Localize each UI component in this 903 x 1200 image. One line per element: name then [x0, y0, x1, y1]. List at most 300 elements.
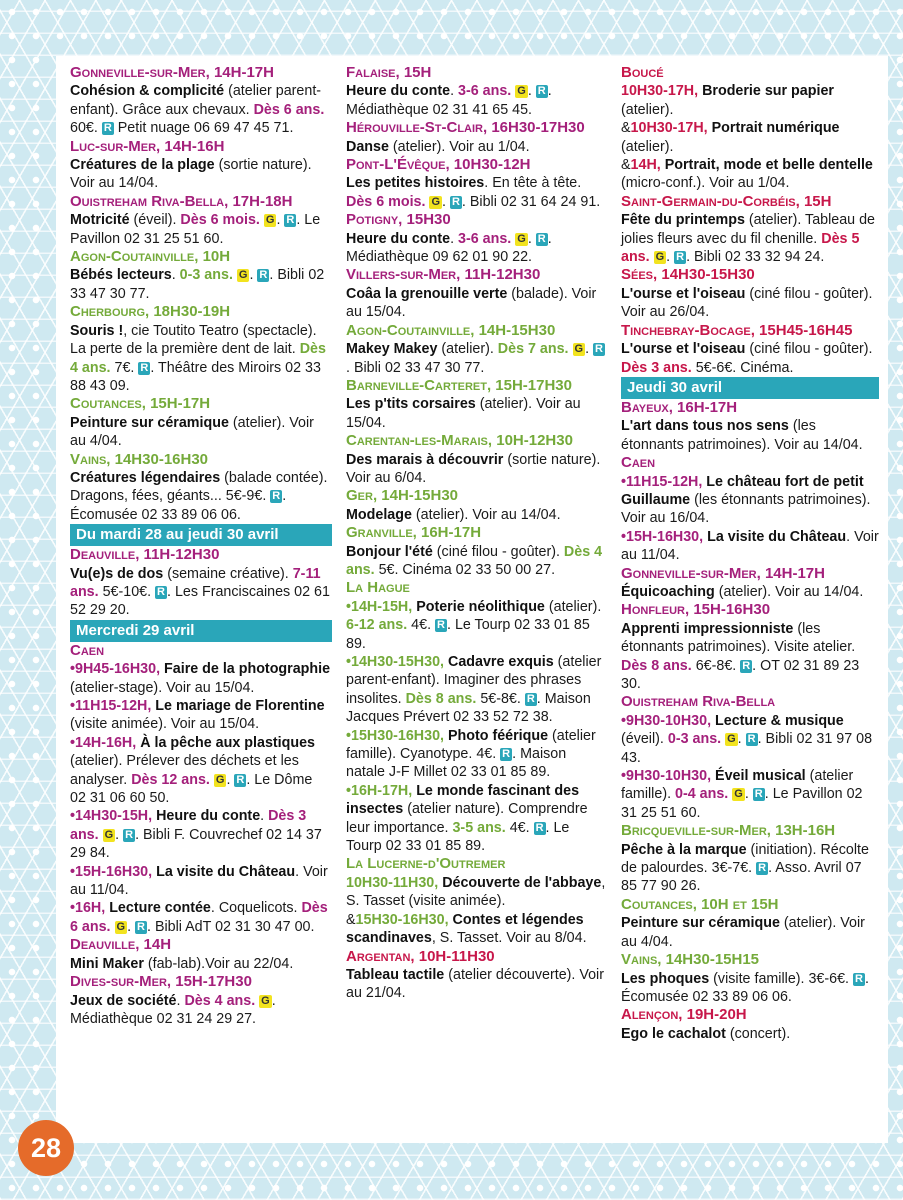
event-desc: (atelier-stage). Voir au 15/04. [70, 679, 255, 696]
event-desc: (sortie nature). Voir au 14/04. [70, 157, 312, 192]
event-age: Dès 6 mois. [346, 193, 426, 210]
gratuit-badge: G [116, 920, 126, 933]
event-desc: (fab-lab).Voir au 22/04. [143, 955, 294, 972]
event-place: Cherbourg, 18H30-19H [70, 303, 231, 321]
list-item: • 9H30-10H30, Éveil musical (atelier famille). 0-4 ans. G . R . Le Pavillon 02 31 25 51 60. [621, 767, 879, 822]
reservation-badge: R [286, 214, 295, 227]
event-age: Dès 6 ans. [70, 900, 328, 935]
event-desc: (semaine créative). [163, 565, 293, 582]
event-desc: (visite famille). 3€-6€. [709, 970, 853, 987]
event-time: • 16H-17H, [346, 783, 412, 799]
reservation-badge: R [526, 692, 535, 705]
event-title: Coâa la grenouille verte [346, 285, 508, 302]
event-desc: (ciné filou - goûter). [432, 543, 564, 560]
event-title: Les p'tits corsaires [346, 396, 476, 413]
event-place: Deauville, 14H [70, 936, 172, 954]
event-desc: (atelier famille). [621, 768, 854, 803]
event-bouce [621, 64, 879, 193]
event-contact: 5€-6€. Cinéma. [691, 359, 794, 376]
event-place: La Lucerne-d'Outremer [346, 855, 506, 873]
gratuit-badge: G [104, 828, 114, 841]
event-place: Caen [70, 641, 105, 659]
event-age: 3-6 ans. [458, 230, 512, 247]
event-desc: (sortie nature). Voir au 6/04. [346, 451, 601, 486]
event-desc: (éveil). [129, 212, 181, 229]
reservation-badge: R [676, 251, 685, 264]
event-contact: Maison Jacques Prévert 02 33 52 72 38. [346, 690, 591, 726]
event-title: Faire de la photographie [160, 661, 331, 678]
event-contact: Bibli 02 33 47 30 77. [349, 359, 485, 376]
event-age: Dès 5 ans. [621, 230, 860, 266]
event-place: Granville, 16H-17H [346, 524, 482, 542]
event-price: 60€. [70, 120, 102, 137]
reservation-badge: R [236, 773, 245, 786]
event-title: Peinture sur céramique [70, 414, 229, 431]
event-title: Équicoaching [621, 583, 715, 600]
event-place: Alençon, 19H-20H [621, 1006, 747, 1024]
event-desc: (ciné filou - goûter). Voir au 26/04. [621, 285, 873, 321]
event-title: Souris ! [70, 322, 124, 339]
event-ouistreham2 [621, 693, 879, 822]
column-1 [70, 64, 332, 1028]
event-time: 10H30-17H, [630, 120, 708, 137]
event-title: Danse [346, 138, 389, 155]
event-desc: . Voir au 11/04. [70, 863, 328, 899]
event-desc: (atelier). Voir au 14/04. [714, 583, 864, 600]
event-age: Dès 8 ans. [405, 690, 477, 707]
event-potigny: Potigny, 15H30 Heure du conte. 3-6 ans. G . R . Médiathèque 09 62 01 90 22. [346, 211, 608, 266]
event-contact: Maison natale J-F Millet 02 33 01 85 89. [346, 746, 567, 781]
event-tinchebray [621, 322, 879, 377]
event-contact: Bibli 02 33 32 94 24. [690, 249, 825, 266]
gratuit-badge: G [655, 251, 665, 264]
event-title: Pêche à la marque [621, 841, 747, 858]
event-time: • 11H15-12H, [621, 474, 702, 490]
list-item [70, 863, 332, 900]
event-title: Cadavre exquis [444, 654, 554, 670]
event-place: Boucé [621, 64, 664, 81]
event-title: Cohésion & complicité [70, 83, 225, 100]
list-item: • 9H30-10H30, Lecture & musique (éveil). 0-3 ans. G . R . Bibli 02 31 97 08 43. [621, 712, 879, 767]
event-place: Bricqueville-sur-Mer, 13H-16H [621, 822, 836, 840]
event-age: Dès 4 ans. [70, 341, 326, 376]
event-time: • 14H-16H, [70, 735, 136, 751]
ampersand: & [346, 911, 356, 928]
reservation-badge: R [742, 659, 751, 672]
event-title: Broderie sur papier [698, 83, 834, 100]
event-title: Motricité [70, 212, 130, 229]
event-sees [621, 266, 879, 321]
event-contact: Bibli 02 31 64 24 91. [465, 193, 601, 210]
event-vains: Vains, 14H30-16H30 Créatures légendaires (balade contée). Dragons, fées, géants... 5€-9€. R . Écomusée 02 33 89 06 06. [70, 451, 332, 525]
event-luc [70, 138, 332, 193]
event-contact: 5€. Cinéma 02 33 50 00 27. [374, 561, 556, 578]
event-dives: Dives-sur-Mer, 15H-17H30 Jeux de société. Dès 4 ans. G . Médiathèque 02 31 24 29 27. [70, 973, 332, 1028]
event-title: Les phoques [621, 970, 710, 987]
event-place: Falaise, 15H [346, 64, 432, 81]
event-place: Pont-L'Évêque, 10H30-12H [346, 156, 531, 174]
ampersand: & [621, 157, 631, 174]
event-place: Agon-Coutainville, 10H [70, 248, 231, 266]
event-lahague [346, 579, 608, 855]
event-gonneville [70, 64, 332, 138]
event-title: L'ourse et l'oiseau [621, 341, 746, 358]
event-title: Éveil musical [711, 768, 806, 785]
event-title: Ego le cachalot [621, 1025, 726, 1042]
event-age: 0-3 ans. [667, 731, 722, 748]
gratuit-badge: G [517, 232, 526, 245]
event-title: Portrait numérique [707, 120, 840, 137]
reservation-badge: R [537, 232, 546, 245]
event-title: La visite du Château [703, 528, 847, 545]
event-place: Carentan-les-Marais, 10H-12H30 [346, 432, 573, 450]
event-place: Agon-Coutainville, 14H-15H30 [346, 321, 556, 339]
event-desc: . Voir au 11/04. [621, 528, 879, 564]
event-desc: (initiation). Récolte de palourdes. 3€-7€. [621, 841, 869, 877]
event-place: Ouistreham Riva-Bella, 17H-18H [70, 192, 293, 210]
list-item [70, 697, 332, 734]
gratuit-badge: G [265, 214, 275, 227]
event-title: Poterie néolithique [412, 598, 545, 615]
event-desc: (balade contée). Dragons, fées, géants... 5€-9€. [70, 469, 328, 505]
reservation-badge: R [855, 972, 863, 985]
event-time: 10H30-17H, [621, 83, 699, 100]
event-ouistreham: Ouistreham Riva-Bella, 17H-18H Motricité (éveil). Dès 6 mois. G . R . Le Pavillon 02 31 25 51 60. [70, 193, 332, 248]
event-title: Créatures légendaires [70, 469, 221, 486]
date-band: Mercredi 29 avril [70, 620, 332, 642]
event-place: Honfleur, 15H-16H30 [621, 601, 771, 619]
event-contact: Médiathèque 02 31 24 29 27. [70, 1010, 257, 1027]
event-desc: (atelier). Voir au 14/04. [411, 506, 561, 523]
event-coutances [70, 395, 332, 450]
event-pontleveque: Pont-L'Évêque, 10H30-12H Les petites histoires. En tête à tête. Dès 6 mois. G . R . Bibli 02 31 64 24 91. [346, 156, 608, 211]
event-contact: Les Franciscaines 02 61 52 29 20. [70, 583, 330, 619]
event-price: 6€-8€. [691, 657, 741, 674]
event-place: Saint-Germain-du-Corbéis, 15H [621, 192, 832, 210]
event-place: Coutances, 15H-17H [70, 395, 211, 413]
event-time: • 9H30-10H30, [621, 713, 711, 729]
event-desc: (atelier). [621, 101, 674, 118]
event-title: Découverte de l'abbaye [438, 874, 602, 891]
reservation-badge: R [754, 788, 763, 801]
event-desc: . [260, 808, 269, 825]
event-desc: , S. Tasset (visite animée). [346, 874, 606, 910]
event-price: 5€-10€. [98, 583, 156, 600]
column-3 [621, 64, 879, 1043]
event-desc: (atelier). Tableau de jolies fleurs avec du fil chenille. [621, 212, 875, 247]
event-cherbourg: Cherbourg, 18H30-19H Souris !, cie Toutito Teatro (spectacle). La perte de la première dent de lait. Dès 4 ans. 7€. R . Théâtre des Miroirs 02 33 88 43 09. [70, 303, 332, 395]
event-price: 7€. [110, 359, 139, 376]
event-age: Dès 4 ans. [346, 543, 603, 578]
event-desc: . Coquelicots. [210, 900, 302, 917]
event-gonneville2 [621, 565, 879, 602]
event-place: Ouistreham Riva-Bella [621, 693, 776, 711]
event-place: Tinchebray-Bocage, 15H45-16H45 [621, 321, 853, 339]
event-desc: (atelier nature). Comprendre leur importance. [346, 801, 588, 836]
reservation-badge: R [535, 821, 544, 834]
event-deauville2 [70, 936, 332, 973]
reservation-badge: R [451, 195, 460, 208]
event-desc: . [450, 83, 459, 100]
event-caen [70, 642, 332, 937]
event-time: 10H30-11H30, [346, 874, 439, 891]
event-contact: Théâtre des Miroirs 02 33 88 43 09. [70, 359, 321, 394]
reservation-badge: R [137, 920, 145, 933]
event-price: 5€-8€. [476, 690, 525, 707]
event-age: Dès 12 ans. [131, 771, 210, 788]
event-contact: Bibli 02 31 97 08 43. [621, 731, 873, 766]
event-title: Heure du conte [152, 808, 261, 825]
event-falaise: Falaise, 15H Heure du conte. 3-6 ans. G . R . Médiathèque 02 31 41 65 45. [346, 64, 608, 119]
event-place: Hérouville-St-Clair, 16H30-17H30 [346, 119, 585, 137]
event-desc: (atelier). Prélever des déchets et les analyser. [70, 753, 299, 788]
event-contact: Le Dôme 02 31 06 60 50. [70, 771, 313, 807]
list-item: • 14H-15H, Poterie néolithique (atelier). 6-12 ans. 4€. R . Le Tourp 02 33 01 85 89. [346, 598, 608, 653]
event-alencon [621, 1006, 879, 1043]
event-time: • 15H30-16H30, [346, 728, 444, 744]
event-desc: (atelier). Voir au 15/04. [346, 396, 581, 431]
event-desc: (atelier). Voir au 4/04. [70, 414, 314, 450]
list-item: • 16H-17H, Le monde fascinant des insectes (atelier nature). Comprendre leur importance. 3-5 ans. 4€. R . Le Tourp 02 33 01 85 89. [346, 782, 608, 856]
event-argentan [346, 948, 608, 1003]
event-title: Bonjour l'été [346, 543, 433, 560]
event-place: Argentan, 10H-11H30 [346, 947, 495, 965]
event-age: Dès 3 ans. [70, 808, 307, 843]
event-title: Heure du conte [346, 230, 451, 247]
event-ger [346, 487, 608, 524]
event-title: La visite du Château [152, 863, 296, 880]
event-place: Vains, 14H30-16H30 [70, 450, 209, 468]
event-age: 0-4 ans. [675, 786, 729, 803]
event-age: 6-12 ans. [346, 617, 408, 634]
event-desc: (les étonnants patrimoines). Visite atelier. [621, 620, 856, 656]
event-title: Lecture & musique [711, 712, 844, 729]
event-place: Bayeux, 16H-17H [621, 398, 738, 416]
event-desc: (les étonnants patrimoines). Voir au 16/04. [621, 491, 871, 527]
event-time: • 14H30-15H30, [346, 654, 444, 670]
page-number-badge: 28 [18, 1120, 74, 1176]
event-stgermain: Saint-Germain-du-Corbéis, 15H Fête du printemps (atelier). Tableau de jolies fleurs avec du fil chenille. Dès 5 ans. G . R . Bibli 02 33 32 94 24. [621, 193, 879, 267]
event-coutances2 [621, 896, 879, 951]
event-price: 4€. [407, 617, 436, 634]
list-item: • 14H30-15H, Heure du conte. Dès 3 ans. G . R . Bibli F. Couvrechef 02 14 37 29 84. [70, 807, 332, 862]
event-title: Vu(e)s de dos [70, 565, 164, 582]
event-place: Gonneville-sur-Mer, 14H-17H [621, 564, 825, 582]
event-title: Le château fort de petit Guillaume [621, 473, 864, 508]
event-herouville [346, 119, 608, 156]
event-age: 3-6 ans. [458, 83, 512, 100]
event-desc: (atelier parent-enfant). Imaginer des phrases insolites. [346, 654, 602, 707]
event-title: Mini Maker [70, 955, 144, 972]
reservation-badge: R [747, 733, 756, 746]
ampersand: & [621, 120, 631, 137]
event-desc: (atelier découverte). Voir au 21/04. [346, 966, 604, 1002]
reservation-badge: R [125, 828, 134, 841]
gratuit-badge: G [727, 733, 736, 746]
event-age: Dès 6 mois. [180, 212, 260, 229]
reservation-badge: R [437, 619, 445, 632]
list-item [621, 528, 879, 565]
event-contact: OT 02 31 89 23 30. [621, 657, 860, 692]
event-title: Heure du conte [346, 83, 451, 100]
reservation-badge: R [595, 343, 603, 356]
event-contact: Écomusée 02 33 89 06 06. [621, 988, 792, 1005]
event-title: Lecture contée [105, 900, 211, 917]
event-contact: Le Tourp 02 33 01 85 89. [346, 617, 590, 652]
event-desc: . [171, 267, 180, 284]
event-desc: . [176, 992, 185, 1009]
list-item: • 14H-16H, À la pêche aux plastiques (atelier). Prélever des déchets et les analyser. Dès 12 ans. G . R . Le Dôme 02 31 06 60 50. [70, 734, 332, 808]
event-place: Coutances, 10H et 15H [621, 895, 779, 913]
event-title: Apprenti impressionniste [621, 620, 794, 637]
gratuit-badge: G [431, 195, 441, 208]
event-desc: (atelier famille). Cyanotype. 4€. [346, 727, 596, 763]
date-band: Du mardi 28 au jeudi 30 avril [70, 524, 332, 546]
event-place: Vains, 14H30-15H15 [621, 951, 760, 969]
event-age: 7-11 ans. [70, 565, 321, 600]
event-carentan [346, 432, 608, 487]
event-title: Des marais à découvrir [346, 451, 504, 468]
gratuit-badge: G [574, 343, 584, 356]
event-granville [346, 524, 608, 579]
reservation-badge: R [103, 122, 112, 135]
event-bayeux [621, 399, 879, 454]
reservation-badge: R [758, 862, 767, 875]
event-bricqueville: Bricqueville-sur-Mer, 13H-16H Pêche à la marque (initiation). Récolte de palourdes. 3€-7€. R . Asso. Avril 07 85 77 90 26. [621, 822, 879, 896]
event-title: Tableau tactile [346, 966, 445, 983]
event-title: Jeux de société [70, 992, 177, 1009]
event-contact: Bibli F. Couvrechef 02 14 37 29 84. [70, 826, 322, 862]
date-band: Jeudi 30 avril [621, 377, 879, 399]
gratuit-badge: G [261, 994, 270, 1007]
event-title: Fête du printemps [621, 212, 745, 229]
event-desc: (balade). Voir au 15/04. [346, 285, 597, 321]
event-deauville: Deauville, 11H-12H30 Vu(e)s de dos (semaine créative). 7-11 ans. 5€-10€. R . Les Franciscaines 02 61 52 29 20. [70, 546, 332, 620]
event-contact: Le Tourp 02 33 01 85 89. [346, 819, 570, 855]
event-agon2: Agon-Coutainville, 14H-15H30 Makey Makey (atelier). Dès 7 ans. G . R. Bibli 02 33 47 30 77. [346, 322, 608, 377]
event-contact: Bibli AdT 02 31 30 47 00. [150, 918, 315, 935]
event-desc: , S. Tasset. Voir au 8/04. [431, 930, 587, 947]
event-desc: (atelier parent-enfant). Grâce aux chevaux. [70, 83, 322, 118]
event-desc: (les étonnants patrimoines). Voir au 14/04. [621, 418, 863, 453]
event-contact: Médiathèque 09 62 01 90 22. [346, 249, 533, 266]
event-time: • 9H45-16H30, [70, 661, 160, 677]
event-place: Dives-sur-Mer, 15H-17H30 [70, 973, 252, 991]
event-desc: (ciné filou - goûter). [745, 341, 873, 358]
agenda-page [56, 56, 888, 1143]
event-title: L'art dans tous nos sens [621, 418, 789, 435]
event-age: Dès 4 ans. [184, 992, 256, 1009]
event-age: Dès 3 ans. [621, 359, 692, 376]
event-place: La Hague [346, 579, 410, 597]
event-place: Luc-sur-Mer, 14H-16H [70, 137, 225, 155]
event-contact: Écomusée 02 33 89 06 06. [70, 506, 241, 523]
event-vains2: Vains, 14H30-15H15 Les phoques (visite famille). 3€-6€. R . Écomusée 02 33 89 06 06. [621, 951, 879, 1006]
event-title: Photo féérique [444, 727, 549, 744]
event-contact: Médiathèque 02 31 41 65 45. [346, 101, 533, 118]
event-place: Barneville-Carteret, 15H-17H30 [346, 376, 572, 394]
event-time: • 16H, [70, 900, 105, 916]
event-price: 4€. [505, 819, 534, 836]
list-item: • 15H30-16H30, Photo féérique (atelier famille). Cyanotype. 4€. R . Maison natale J-F Millet 02 33 01 85 89. [346, 727, 608, 782]
event-time: 15H30-16H30, [355, 911, 449, 928]
event-lucerne [346, 855, 608, 947]
event-agon: Agon-Coutainville, 10H Bébés lecteurs. 0-3 ans. G . R . Bibli 02 33 47 30 77. [70, 248, 332, 303]
gratuit-badge: G [215, 773, 225, 786]
event-desc: (micro-conf.). Voir au 1/04. [621, 175, 790, 192]
event-barneville [346, 377, 608, 432]
event-desc: (visite animée). Voir au 15/04. [70, 716, 260, 733]
event-desc: (concert). [725, 1025, 791, 1042]
event-age: Dès 8 ans. [621, 657, 692, 674]
event-contact: Bibli 02 33 47 30 77. [70, 267, 325, 302]
reservation-badge: R [157, 585, 165, 598]
event-time: • 9H30-10H30, [621, 768, 711, 784]
gratuit-badge: G [517, 85, 526, 98]
event-desc: (atelier). [621, 138, 674, 155]
event-title: Peinture sur céramique [621, 915, 780, 932]
event-age: Dès 6 ans. [253, 101, 325, 118]
event-title: Portrait, mode et belle dentelle [660, 157, 873, 174]
event-time: • 15H-16H30, [70, 864, 152, 880]
event-title: Les petites histoires [346, 175, 485, 192]
event-place: Ger, 14H-15H30 [346, 487, 458, 505]
event-place: Villers-sur-Mer, 11H-12H30 [346, 266, 541, 284]
event-time: 14H, [630, 157, 661, 174]
event-desc: (atelier). Voir au 4/04. [621, 915, 865, 950]
list-item [70, 660, 332, 697]
reservation-badge: R [502, 748, 511, 761]
event-place: Potigny, 15H30 [346, 211, 451, 229]
event-place: Sées, 14H30-15H30 [621, 266, 755, 284]
reservation-badge: R [259, 269, 268, 282]
event-villers [346, 266, 608, 321]
event-desc: (éveil). [621, 731, 668, 748]
gratuit-badge: G [734, 788, 743, 801]
reservation-badge: R [140, 361, 149, 374]
event-desc: (atelier). [437, 341, 498, 358]
event-desc: , cie Toutito Teatro (spectacle). La perte de la première dent de lait. [70, 322, 317, 358]
event-title: L'ourse et l'oiseau [621, 285, 746, 302]
gratuit-badge: G [238, 269, 248, 282]
event-desc: (atelier). Voir au 1/04. [388, 138, 530, 155]
event-contact: Petit nuage 06 69 47 45 71. [113, 120, 294, 137]
list-item: • 14H30-15H30, Cadavre exquis (atelier parent-enfant). Imaginer des phrases insolites. Dès 8 ans. 5€-8€. R . Maison Jacques Prévert 02 33 52 72 38. [346, 653, 608, 727]
event-honfleur: Honfleur, 15H-16H30 Apprenti impressionniste (les étonnants patrimoines). Visite atelier. Dès 8 ans. 6€-8€. R . OT 02 31 89 23 30. [621, 601, 879, 693]
event-desc: . [450, 230, 459, 247]
list-item: • 16H, Lecture contée. Coquelicots. Dès 6 ans. G . R . Bibli AdT 02 31 30 47 00. [70, 899, 332, 936]
event-title: Le monde fascinant des insectes [346, 782, 580, 818]
event-desc: . En tête à tête. [484, 175, 582, 192]
event-age: 0-3 ans. [179, 267, 233, 284]
event-time: • 15H-16H30, [621, 529, 703, 545]
event-desc: (atelier). [544, 598, 602, 615]
event-contact: Asso. Avril 07 85 77 90 26. [621, 860, 862, 895]
event-title: Le mariage de Florentine [151, 698, 325, 714]
event-place: Caen [621, 454, 656, 472]
event-time: • 14H-15H, [346, 599, 412, 615]
list-item [621, 473, 879, 528]
event-contact: Le Pavillon 02 31 25 51 60. [621, 786, 863, 821]
event-caen2 [621, 454, 879, 564]
event-title: Modelage [346, 506, 412, 523]
event-title: Contes et légendes scandinaves [346, 911, 584, 947]
event-time: • 14H30-15H, [70, 808, 152, 824]
event-title: Bébés lecteurs [70, 267, 172, 284]
event-title: Makey Makey [346, 341, 438, 358]
event-time: • 11H15-12H, [70, 698, 151, 714]
reservation-badge: R [537, 85, 546, 98]
